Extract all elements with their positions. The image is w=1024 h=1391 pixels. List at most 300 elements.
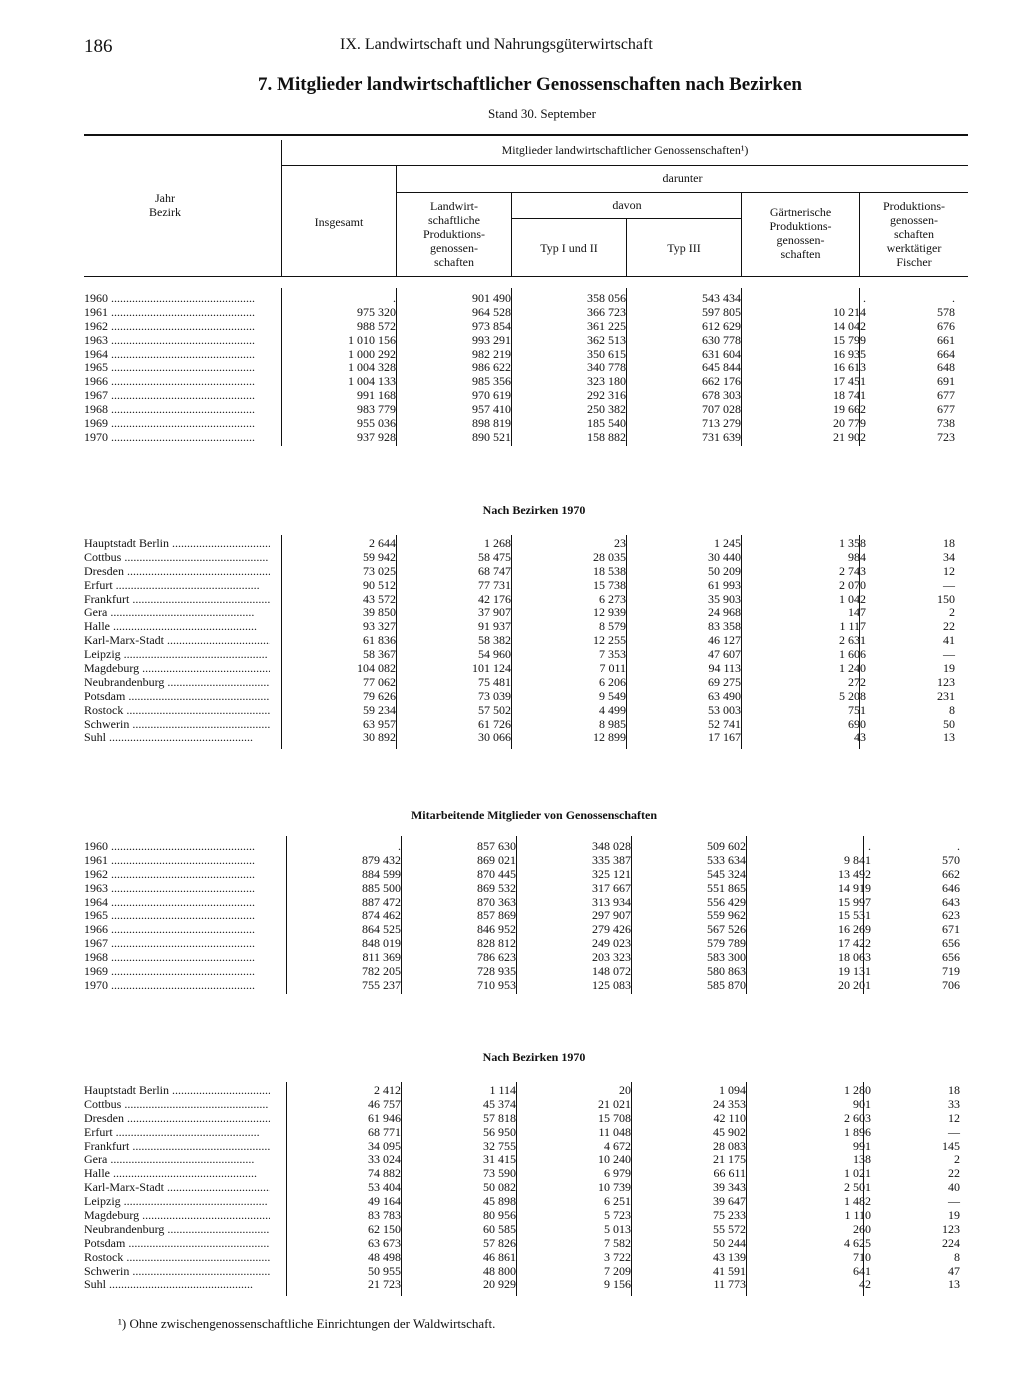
gpg-cell: . bbox=[868, 839, 871, 853]
typ12-cell: 358 056 bbox=[587, 291, 626, 305]
lpg-cell: 20 929 bbox=[483, 1277, 516, 1292]
row-label: 1969 ..... bbox=[84, 965, 270, 979]
lpg-cell: 1 114 bbox=[489, 1083, 516, 1097]
lpg-cell: 80 956 bbox=[483, 1208, 516, 1223]
row-label: 1970 ..... bbox=[84, 979, 270, 993]
typ12-cell: 9 549 bbox=[599, 688, 626, 703]
pgf-cell: 34 bbox=[943, 549, 955, 564]
gpg-cell: 2 743 bbox=[839, 563, 866, 578]
insgesamt-cell: 46 757 bbox=[368, 1096, 401, 1111]
gpg-cell: 690 bbox=[848, 716, 866, 731]
body-vline bbox=[859, 535, 860, 749]
insgesamt-cell: 811 369 bbox=[362, 950, 401, 965]
header-top-rule bbox=[84, 134, 968, 136]
typ12-cell: 5 723 bbox=[604, 1208, 631, 1223]
typ3-cell: 731 639 bbox=[702, 429, 741, 444]
row-label: Potsdam ..... bbox=[84, 690, 270, 704]
row-label: Schwerin ..... bbox=[84, 1265, 270, 1279]
typ12-cell: 250 382 bbox=[587, 402, 626, 417]
lpg-cell: 30 066 bbox=[478, 730, 511, 745]
gpg-cell: 2 070 bbox=[839, 577, 866, 592]
gpg-cell: 20 779 bbox=[833, 416, 866, 431]
row-label: Karl-Marx-Stadt ..... bbox=[84, 634, 270, 648]
insgesamt-cell: 63 957 bbox=[363, 716, 396, 731]
row-label: Dresden ..... bbox=[84, 565, 270, 579]
row-label: Neubrandenburg ..... bbox=[84, 1223, 270, 1237]
row-label: 1961 ..... bbox=[84, 854, 270, 868]
lpg-cell: 58 382 bbox=[478, 633, 511, 648]
pgf-cell: 676 bbox=[937, 318, 955, 333]
lpg-cell: 957 410 bbox=[472, 402, 511, 417]
gpg-cell: 43 bbox=[854, 730, 866, 745]
insgesamt-cell: 1 004 133 bbox=[348, 374, 396, 389]
lpg-cell: 728 935 bbox=[477, 964, 516, 979]
typ12-cell: 10 240 bbox=[598, 1152, 631, 1167]
body-vline bbox=[281, 535, 282, 749]
gpg-cell: 13 492 bbox=[838, 866, 871, 881]
typ3-cell: 707 028 bbox=[702, 402, 741, 417]
pgf-cell: — bbox=[943, 647, 955, 662]
gpg-cell: 16 935 bbox=[833, 346, 866, 361]
lpg-cell: 890 521 bbox=[472, 429, 511, 444]
insgesamt-cell: 83 783 bbox=[368, 1208, 401, 1223]
lpg-cell: 54 960 bbox=[478, 647, 511, 662]
insgesamt-cell: 62 150 bbox=[368, 1221, 401, 1236]
typ12-cell: 20 bbox=[619, 1083, 631, 1097]
typ12-cell: 28 035 bbox=[593, 549, 626, 564]
row-label: Frankfurt ..... bbox=[84, 593, 270, 607]
section-title-districts-2: Nach Bezirken 1970 bbox=[482, 1050, 586, 1064]
typ3-cell: 39 343 bbox=[713, 1180, 746, 1195]
row-label: Frankfurt ..... bbox=[84, 1140, 270, 1154]
footnote: ¹) Ohne zwischengenossenschaftliche Einrichtungen der Waldwirtschaft. bbox=[118, 1316, 496, 1331]
typ12-cell: 5 013 bbox=[604, 1221, 631, 1236]
typ3-cell: 597 805 bbox=[702, 304, 741, 319]
gpg-cell: . bbox=[863, 291, 866, 305]
insgesamt-cell: 885 500 bbox=[362, 880, 401, 895]
typ12-cell: 21 021 bbox=[598, 1096, 631, 1111]
pgf-cell: 18 bbox=[948, 1083, 960, 1097]
lpg-cell: 869 532 bbox=[477, 880, 516, 895]
typ3-cell: 47 607 bbox=[708, 647, 741, 662]
typ3-cell: 94 113 bbox=[708, 661, 741, 676]
typ3-cell: 545 324 bbox=[707, 866, 746, 881]
typ12-cell: 12 899 bbox=[593, 730, 626, 745]
gpg-cell: 710 bbox=[853, 1249, 871, 1264]
body-vline bbox=[863, 836, 864, 994]
typ12-cell: 325 121 bbox=[592, 866, 631, 881]
pgf-cell: 22 bbox=[948, 1166, 960, 1181]
lpg-cell: 45 898 bbox=[483, 1194, 516, 1209]
typ12-cell: 249 023 bbox=[592, 936, 631, 951]
typ12-cell: 317 667 bbox=[592, 880, 631, 895]
pgf-cell: 19 bbox=[943, 661, 955, 676]
insgesamt-cell: 975 320 bbox=[357, 304, 396, 319]
header-vline-1 bbox=[281, 140, 282, 276]
row-label: Dresden ..... bbox=[84, 1112, 270, 1126]
typ12-cell: 350 615 bbox=[587, 346, 626, 361]
pgf-cell: 123 bbox=[937, 674, 955, 689]
row-label: Halle ..... bbox=[84, 1167, 270, 1181]
typ12-cell: 125 083 bbox=[592, 977, 631, 992]
typ3-cell: 17 167 bbox=[708, 730, 741, 745]
body-vline bbox=[396, 535, 397, 749]
davon-rule bbox=[512, 218, 742, 219]
pgf-cell: 22 bbox=[943, 619, 955, 634]
section-title-districts-1: Nach Bezirken 1970 bbox=[482, 503, 586, 517]
pgf-cell: 664 bbox=[937, 346, 955, 361]
lpg-cell: 101 124 bbox=[472, 661, 511, 676]
typ12-cell: 7 582 bbox=[604, 1235, 631, 1250]
pgf-cell: 738 bbox=[937, 416, 955, 431]
insgesamt-cell: 79 626 bbox=[363, 688, 396, 703]
typ12-cell: 340 778 bbox=[587, 360, 626, 375]
typ12-cell: 362 513 bbox=[587, 332, 626, 347]
lpg-cell: 828 812 bbox=[477, 936, 516, 951]
insgesamt-cell: 33 024 bbox=[368, 1152, 401, 1167]
insgesamt-cell: 955 036 bbox=[357, 416, 396, 431]
typ3-cell: 583 300 bbox=[707, 950, 746, 965]
lpg-cell: 870 445 bbox=[477, 866, 516, 881]
gpg-header: Gärtnerische Produktions- genossen- schaften bbox=[769, 205, 832, 261]
insgesamt-cell: 1 000 292 bbox=[348, 346, 396, 361]
typ3-cell: 612 629 bbox=[702, 318, 741, 333]
pgf-cell: 691 bbox=[937, 374, 955, 389]
typ12-cell: 366 723 bbox=[587, 304, 626, 319]
pgf-cell: 50 bbox=[943, 716, 955, 731]
pgf-cell: . bbox=[952, 291, 955, 305]
typ3-cell: 35 903 bbox=[708, 591, 741, 606]
table-title: 7. Mitglieder landwirtschaftlicher Genossenschaften nach Bezirken bbox=[258, 74, 802, 95]
pgf-cell: 13 bbox=[943, 730, 955, 745]
insgesamt-cell: 755 237 bbox=[362, 977, 401, 992]
typ3-cell: 543 434 bbox=[702, 291, 741, 305]
typ3-cell: 631 604 bbox=[702, 346, 741, 361]
typ12-cell: 10 739 bbox=[598, 1180, 631, 1195]
typ12-cell: 6 206 bbox=[599, 674, 626, 689]
typ3-cell: 556 429 bbox=[707, 894, 746, 909]
row-label: Halle ..... bbox=[84, 620, 270, 634]
insgesamt-cell: 53 404 bbox=[368, 1180, 401, 1195]
typ3-cell: 28 083 bbox=[713, 1138, 746, 1153]
pgf-cell: 150 bbox=[937, 591, 955, 606]
row-label: Rostock ..... bbox=[84, 704, 270, 718]
pgf-cell: 12 bbox=[943, 563, 955, 578]
darunter-rule bbox=[397, 192, 968, 193]
pgf-cell: 123 bbox=[942, 1221, 960, 1236]
row-label: 1963 ..... bbox=[84, 882, 270, 896]
typ3-cell: 55 572 bbox=[713, 1221, 746, 1236]
group-header: Mitglieder landwirtschaftlicher Genossenschaften¹) bbox=[501, 143, 749, 157]
row-label: Erfurt ..... bbox=[84, 1126, 270, 1140]
row-label: Schwerin ..... bbox=[84, 718, 270, 732]
insgesamt-header: Insgesamt bbox=[314, 215, 364, 229]
lpg-cell: 45 374 bbox=[483, 1096, 516, 1111]
typ12-cell: 18 538 bbox=[593, 563, 626, 578]
row-label: 1960 ..... bbox=[84, 840, 270, 854]
body-vline bbox=[746, 1082, 747, 1296]
typ3-cell: 713 279 bbox=[702, 416, 741, 431]
insgesamt-cell: 884 599 bbox=[362, 866, 401, 881]
insgesamt-cell: 782 205 bbox=[362, 964, 401, 979]
gpg-cell: 1 358 bbox=[839, 536, 866, 550]
gpg-cell: 9 841 bbox=[844, 852, 871, 867]
pgf-cell: 662 bbox=[942, 866, 960, 881]
pgf-cell: 8 bbox=[949, 702, 955, 717]
pgf-cell: 648 bbox=[937, 360, 955, 375]
typ12-cell: 361 225 bbox=[587, 318, 626, 333]
row-label: 1964 ..... bbox=[84, 348, 270, 362]
gpg-cell: 991 bbox=[853, 1138, 871, 1153]
typ3-cell: 24 353 bbox=[713, 1096, 746, 1111]
typ12-cell: 313 934 bbox=[592, 894, 631, 909]
lpg-cell: 91 937 bbox=[478, 619, 511, 634]
lpg-cell: 73 039 bbox=[478, 688, 511, 703]
gpg-cell: 1 896 bbox=[844, 1124, 871, 1139]
lpg-cell: 857 630 bbox=[477, 839, 516, 853]
insgesamt-cell: 43 572 bbox=[363, 591, 396, 606]
row-label: Magdeburg ..... bbox=[84, 1209, 270, 1223]
body-vline bbox=[401, 1082, 402, 1296]
typ12-cell: 23 bbox=[614, 536, 626, 550]
body-vline bbox=[286, 836, 287, 994]
lpg-cell: 68 747 bbox=[478, 563, 511, 578]
typ3-cell: 580 863 bbox=[707, 964, 746, 979]
typ12-cell: 7 353 bbox=[599, 647, 626, 662]
lpg-cell: 1 268 bbox=[484, 536, 511, 550]
typ12-cell: 4 672 bbox=[604, 1138, 631, 1153]
gpg-cell: 901 bbox=[853, 1096, 871, 1111]
typ3-cell: 61 993 bbox=[708, 577, 741, 592]
row-label: Cottbus ..... bbox=[84, 1098, 270, 1112]
pgf-cell: 656 bbox=[942, 950, 960, 965]
typ3-cell: 50 244 bbox=[713, 1235, 746, 1250]
insgesamt-cell: 73 025 bbox=[363, 563, 396, 578]
pgf-cell: 643 bbox=[942, 894, 960, 909]
gpg-cell: 641 bbox=[853, 1263, 871, 1278]
typ3-cell: 46 127 bbox=[708, 633, 741, 648]
gpg-cell: 5 208 bbox=[839, 688, 866, 703]
insgesamt-cell: 59 942 bbox=[363, 549, 396, 564]
pgf-cell: 145 bbox=[942, 1138, 960, 1153]
typ3-cell: 75 233 bbox=[713, 1208, 746, 1223]
row-label: 1961 ..... bbox=[84, 306, 270, 320]
row-label: Suhl ..... bbox=[84, 1278, 270, 1292]
lpg-cell: 31 415 bbox=[483, 1152, 516, 1167]
insgesamt-cell: 49 164 bbox=[368, 1194, 401, 1209]
gpg-cell: 260 bbox=[853, 1221, 871, 1236]
lpg-cell: 37 907 bbox=[478, 605, 511, 620]
typ3-cell: 630 778 bbox=[702, 332, 741, 347]
row-label: Leipzig ..... bbox=[84, 1195, 270, 1209]
pgf-cell: 677 bbox=[937, 402, 955, 417]
lpg-cell: 42 176 bbox=[478, 591, 511, 606]
typ12-cell: 12 939 bbox=[593, 605, 626, 620]
lpg-cell: 60 585 bbox=[483, 1221, 516, 1236]
body-vline bbox=[626, 535, 627, 749]
pgf-cell: 719 bbox=[942, 964, 960, 979]
row-label: 1967 ..... bbox=[84, 389, 270, 403]
section-title-working-members: Mitarbeitende Mitglieder von Genossenschaften bbox=[410, 808, 658, 822]
typ12-cell: 348 028 bbox=[592, 839, 631, 853]
header-bottom-rule bbox=[84, 276, 968, 277]
typ12-cell: 158 882 bbox=[587, 429, 626, 444]
pgf-cell: 671 bbox=[942, 922, 960, 937]
row-label: Hauptstadt Berlin ..... bbox=[84, 1084, 270, 1098]
row-label: Gera ..... bbox=[84, 606, 270, 620]
typ3-cell: 678 303 bbox=[702, 388, 741, 403]
lpg-header: Landwirt- schaftliche Produktions- genossen- schaften bbox=[422, 199, 485, 269]
gpg-cell: 21 902 bbox=[833, 429, 866, 444]
pgf-cell: 578 bbox=[937, 304, 955, 319]
lpg-cell: 973 854 bbox=[472, 318, 511, 333]
row-label: Neubrandenburg ..... bbox=[84, 676, 270, 690]
insgesamt-cell: 104 082 bbox=[357, 661, 396, 676]
pgf-cell: . bbox=[957, 839, 960, 853]
typ12-cell: 323 180 bbox=[587, 374, 626, 389]
insgesamt-cell: 93 327 bbox=[363, 619, 396, 634]
typ3-cell: 52 741 bbox=[708, 716, 741, 731]
typ12-cell: 335 387 bbox=[592, 852, 631, 867]
group-rule bbox=[282, 165, 968, 166]
gpg-cell: 16 269 bbox=[838, 922, 871, 937]
row-label: 1964 ..... bbox=[84, 896, 270, 910]
body-vline bbox=[863, 1082, 864, 1296]
lpg-cell: 75 481 bbox=[478, 674, 511, 689]
pgf-cell: 12 bbox=[948, 1110, 960, 1125]
lpg-cell: 57 502 bbox=[478, 702, 511, 717]
insgesamt-cell: 983 779 bbox=[357, 402, 396, 417]
typ12-cell: 4 499 bbox=[599, 702, 626, 717]
gpg-cell: 20 201 bbox=[838, 977, 871, 992]
typ12-cell: 15 738 bbox=[593, 577, 626, 592]
typ3-cell: 45 902 bbox=[713, 1124, 746, 1139]
typ3-cell: 66 611 bbox=[713, 1166, 746, 1181]
insgesamt-cell: 63 673 bbox=[368, 1235, 401, 1250]
typ12-cell: 7 209 bbox=[604, 1263, 631, 1278]
insgesamt-cell: 879 432 bbox=[362, 852, 401, 867]
insgesamt-cell: 59 234 bbox=[363, 702, 396, 717]
insgesamt-cell: 30 892 bbox=[363, 730, 396, 745]
typ3-cell: 30 440 bbox=[708, 549, 741, 564]
row-label: Rostock ..... bbox=[84, 1251, 270, 1265]
row-label: Magdeburg ..... bbox=[84, 662, 270, 676]
typ3-cell: 533 634 bbox=[707, 852, 746, 867]
insgesamt-cell: 61 946 bbox=[368, 1110, 401, 1125]
pgf-cell: 661 bbox=[937, 332, 955, 347]
lpg-cell: 870 363 bbox=[477, 894, 516, 909]
typ12-cell: 12 255 bbox=[593, 633, 626, 648]
lpg-cell: 57 826 bbox=[483, 1235, 516, 1250]
lpg-cell: 48 800 bbox=[483, 1263, 516, 1278]
typ3-cell: 69 275 bbox=[708, 674, 741, 689]
lpg-cell: 898 819 bbox=[472, 416, 511, 431]
row-label: Suhl ..... bbox=[84, 731, 270, 745]
insgesamt-cell: 68 771 bbox=[368, 1124, 401, 1139]
typ12-cell: 6 273 bbox=[599, 591, 626, 606]
typ12-cell: 15 708 bbox=[598, 1110, 631, 1125]
insgesamt-cell: 58 367 bbox=[363, 647, 396, 662]
lpg-cell: 982 219 bbox=[472, 346, 511, 361]
row-label: 1965 ..... bbox=[84, 361, 270, 375]
typ3-cell: 11 773 bbox=[713, 1277, 746, 1292]
row-label: 1963 ..... bbox=[84, 334, 270, 348]
pgf-cell: 570 bbox=[942, 852, 960, 867]
pgf-cell: 646 bbox=[942, 880, 960, 895]
row-label: 1968 ..... bbox=[84, 403, 270, 417]
insgesamt-cell: 848 019 bbox=[362, 936, 401, 951]
typ3-cell: 53 003 bbox=[708, 702, 741, 717]
typ12-cell: 3 722 bbox=[604, 1249, 631, 1264]
gpg-cell: 272 bbox=[848, 674, 866, 689]
typ3-cell: 579 789 bbox=[707, 936, 746, 951]
gpg-cell: 138 bbox=[853, 1152, 871, 1167]
typ12-cell: 279 426 bbox=[592, 922, 631, 937]
typ3-cell: 1 094 bbox=[719, 1083, 746, 1097]
typ3-cell: 551 865 bbox=[707, 880, 746, 895]
row-label: 1967 ..... bbox=[84, 937, 270, 951]
lpg-cell: 58 475 bbox=[478, 549, 511, 564]
typ3-cell: 21 175 bbox=[713, 1152, 746, 1167]
typ3-cell: 585 870 bbox=[707, 977, 746, 992]
pgf-cell: 8 bbox=[954, 1249, 960, 1264]
body-vline bbox=[746, 836, 747, 994]
row-label: 1966 ..... bbox=[84, 923, 270, 937]
lpg-cell: 901 490 bbox=[472, 291, 511, 305]
insgesamt-cell: 2 412 bbox=[374, 1083, 401, 1097]
body-vline bbox=[859, 288, 860, 446]
gpg-cell: 2 501 bbox=[844, 1180, 871, 1195]
insgesamt-cell: 21 723 bbox=[368, 1277, 401, 1292]
typ12-header: Typ I und II bbox=[540, 241, 598, 255]
insgesamt-cell: 1 004 328 bbox=[348, 360, 396, 375]
insgesamt-cell: 991 168 bbox=[357, 388, 396, 403]
gpg-cell: 15 799 bbox=[833, 332, 866, 347]
pgf-cell: 47 bbox=[948, 1263, 960, 1278]
typ3-cell: 83 358 bbox=[708, 619, 741, 634]
typ3-header: Typ III bbox=[667, 241, 701, 255]
typ12-cell: 8 579 bbox=[599, 619, 626, 634]
pgf-cell: 2 bbox=[954, 1152, 960, 1167]
darunter-header: darunter bbox=[662, 171, 703, 185]
gpg-cell: 14 042 bbox=[833, 318, 866, 333]
typ12-cell: 7 011 bbox=[599, 661, 626, 676]
pgf-cell: — bbox=[943, 577, 955, 592]
insgesamt-cell: 90 512 bbox=[363, 577, 396, 592]
pgf-cell: — bbox=[948, 1194, 960, 1209]
pgf-cell: 41 bbox=[943, 633, 955, 648]
gpg-cell: 1 110 bbox=[844, 1208, 871, 1223]
row-label: Gera ..... bbox=[84, 1153, 270, 1167]
body-vline bbox=[286, 1082, 287, 1296]
pgf-cell: — bbox=[948, 1124, 960, 1139]
pgf-cell: 40 bbox=[948, 1180, 960, 1195]
body-vline bbox=[631, 1082, 632, 1296]
typ3-cell: 645 844 bbox=[702, 360, 741, 375]
gpg-cell: 1 117 bbox=[839, 619, 866, 634]
gpg-cell: 4 625 bbox=[844, 1235, 871, 1250]
row-label: 1968 ..... bbox=[84, 951, 270, 965]
typ12-cell: 185 540 bbox=[587, 416, 626, 431]
pgf-cell: 224 bbox=[942, 1235, 960, 1250]
typ3-cell: 567 526 bbox=[707, 922, 746, 937]
insgesamt-cell: 61 836 bbox=[363, 633, 396, 648]
lpg-cell: 73 590 bbox=[483, 1166, 516, 1181]
row-label: 1965 ..... bbox=[84, 909, 270, 923]
body-vline bbox=[281, 288, 282, 446]
typ12-cell: 6 251 bbox=[604, 1194, 631, 1209]
pgf-cell: 623 bbox=[942, 908, 960, 923]
